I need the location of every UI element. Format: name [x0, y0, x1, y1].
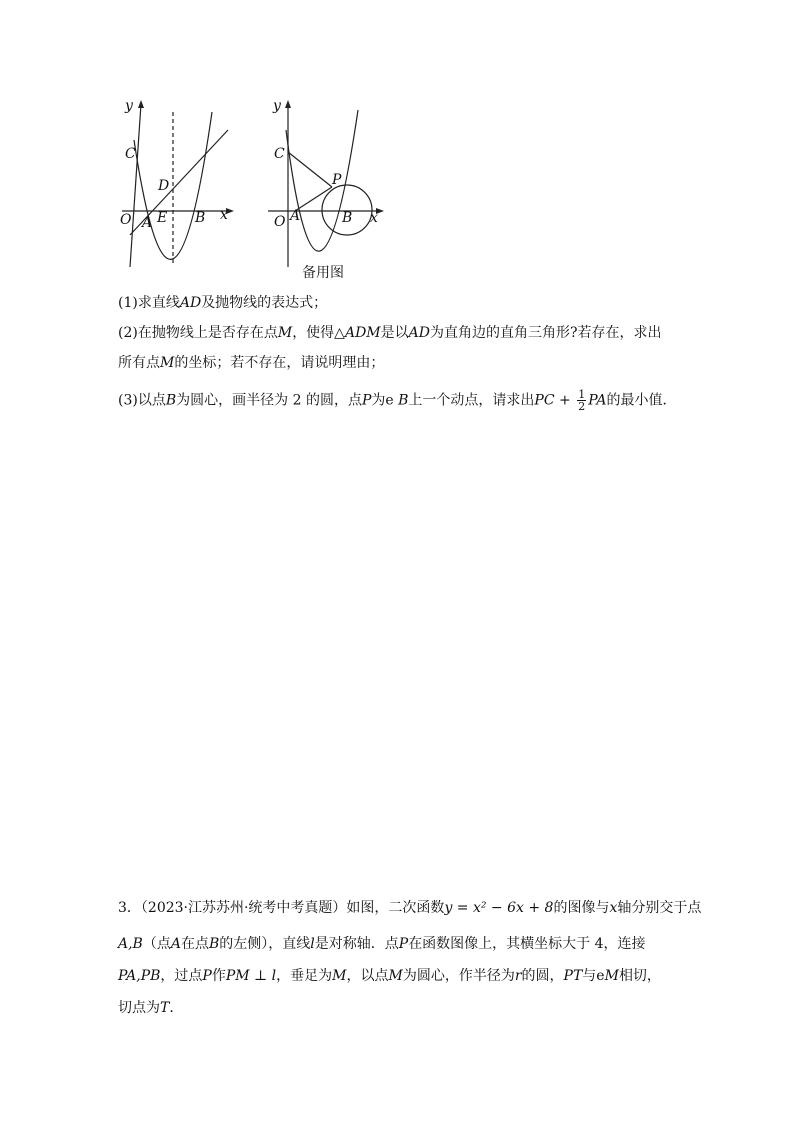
- right-segment-PA: [295, 187, 332, 211]
- left-label-A: A: [142, 215, 153, 231]
- question-2-line-2: 所有点M的坐标；若不存在，请说明理由；: [118, 355, 385, 371]
- left-label-O: O: [120, 212, 132, 228]
- left-label-C: C: [125, 146, 136, 162]
- question-3: (3)以点B为圆心，画半径为 2 的圆，点P为e B上一个动点，请求出PC + $\frac{1}{2}$ PA的最小值．: [118, 388, 677, 413]
- figure-caption: 备用图: [302, 265, 344, 281]
- right-label-P: P: [332, 172, 342, 188]
- right-parabola: [286, 110, 358, 251]
- right-segment-PC: [288, 152, 332, 187]
- figure-area: [110, 92, 410, 292]
- left-label-x: x: [220, 207, 228, 223]
- problem-3-line-4: 切点为T．: [118, 1000, 184, 1016]
- left-figure: [122, 100, 234, 267]
- left-label-B: B: [195, 210, 206, 226]
- right-label-y: y: [273, 98, 281, 114]
- problem-3-line-2: A,B（点A在点B的左侧），直线l是对称轴．点P在函数图像上，其横坐标大于 4，连接: [118, 936, 646, 952]
- fraction-one-half: $\frac{1}{2}$: [578, 388, 586, 413]
- left-label-D: D: [158, 178, 170, 194]
- right-label-B: B: [342, 210, 353, 226]
- problem-3-line-1: 3．（2023·江苏苏州·统考中考真题）如图，二次函数y = x² − 6x + 8的图像与x轴分别交于点: [118, 900, 702, 916]
- right-figure: [268, 100, 384, 267]
- right-label-O: O: [274, 214, 286, 230]
- left-y-axis: [130, 104, 141, 267]
- left-label-y: y: [125, 98, 133, 114]
- parabola-diagrams: [110, 92, 410, 267]
- left-label-E: E: [157, 210, 168, 226]
- right-label-C: C: [274, 146, 285, 162]
- problem-3-line-3: PA,PB，过点P作PM ⊥ l，垂足为M，以点M为圆心，作半径为r的圆，PT与eM相切，: [118, 968, 661, 984]
- right-label-x: x: [370, 210, 378, 226]
- question-1: (1)求直线AD及抛物线的表达式；: [118, 295, 328, 311]
- right-label-A: A: [290, 208, 301, 224]
- question-2-line-1: (2)在抛物线上是否存在点M，使得△ADM是以AD为直角边的直角三角形?若存在，求出: [118, 325, 662, 341]
